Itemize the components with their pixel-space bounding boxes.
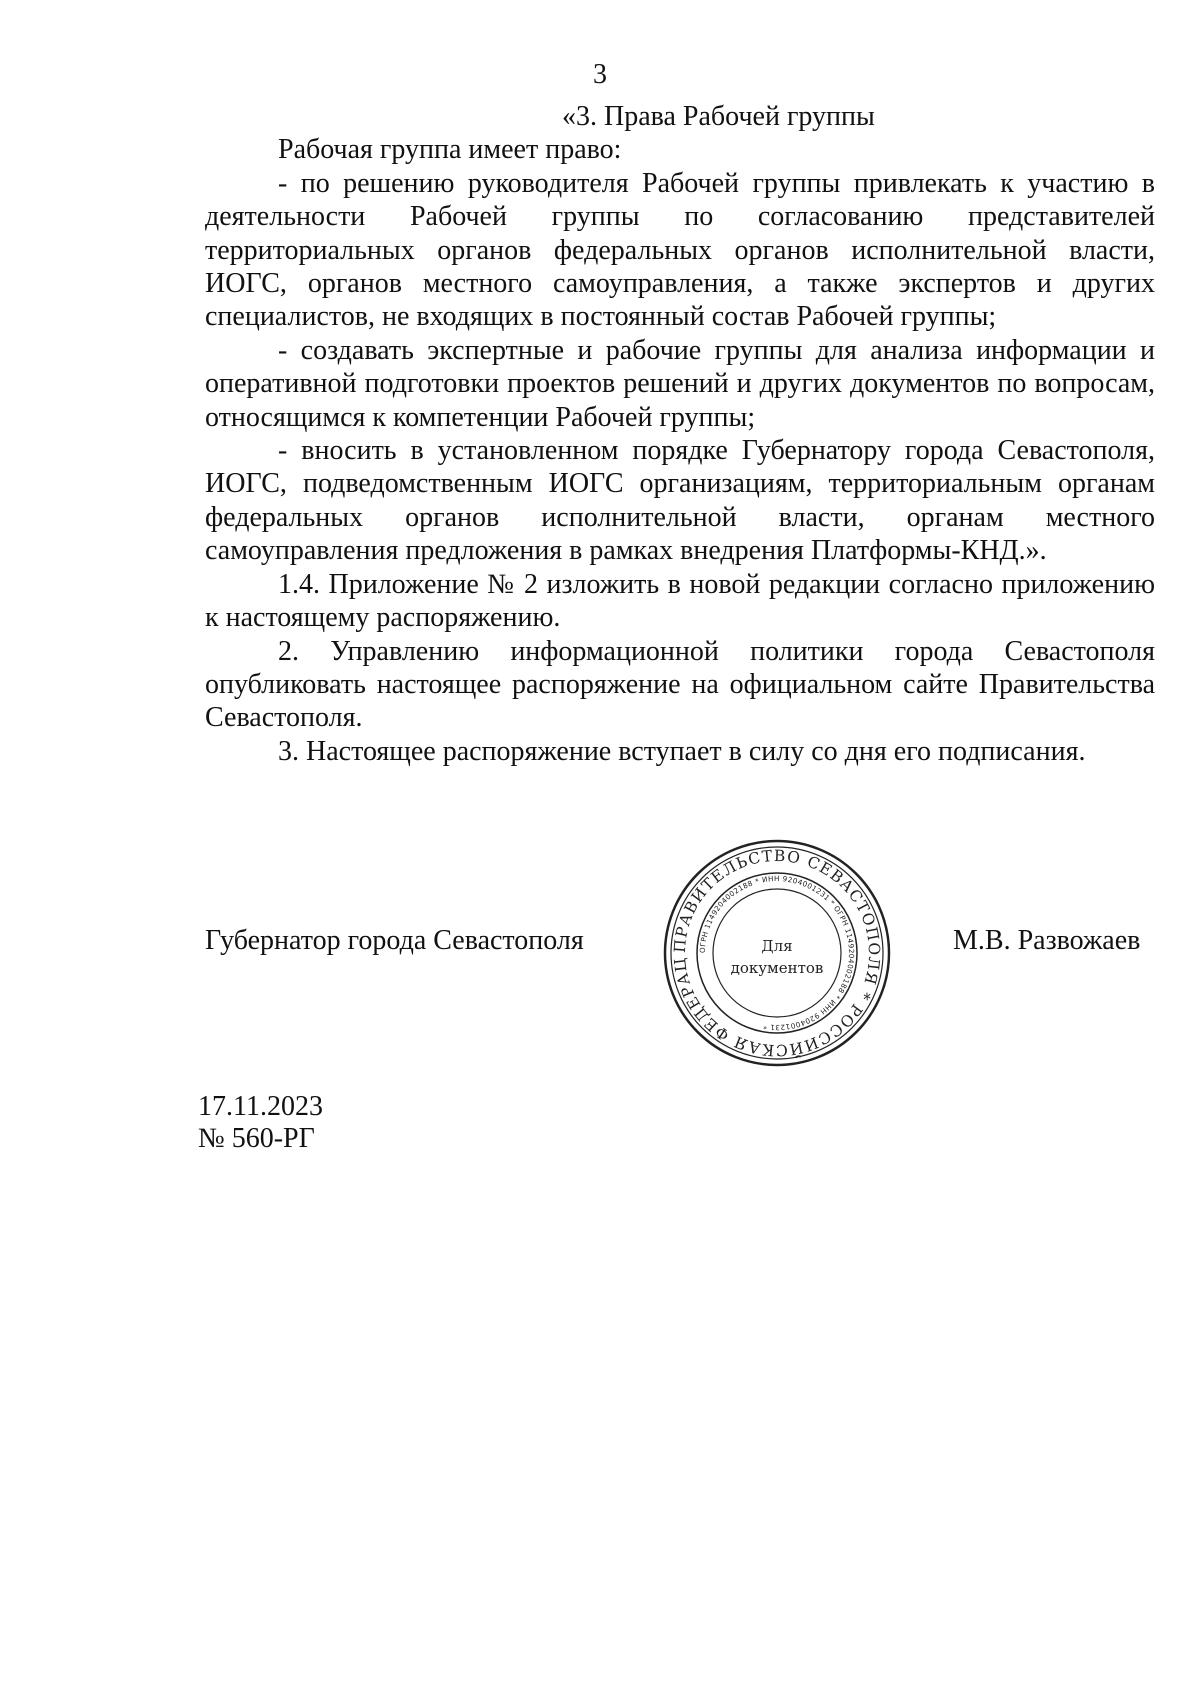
svg-text:ОГРН 1149204002188 * ИНН 92040 [698,874,856,1032]
paragraph-right-2: - создавать экспертные и рабочие группы для анализа информации и оперативной подготовки проектов решений и других документов по вопросам, относящимся к компетенции Рабочей группы; [205,334,1155,433]
seal-center-line-1: Для [761,937,793,955]
document-date: 17.11.2023 [198,1091,323,1122]
signatory-name: М.В. Развожаев [953,925,1141,956]
svg-text:ПРАВИТЕЛЬСТВО СЕВАСТОПОЛЯ * РО [661,837,883,1059]
page-number: 3 [593,59,607,90]
document-body [205,100,1155,768]
paragraph-right-3: - вносить в установленном порядке Губернатору города Севастополя, ИОГС, подведомственным ИОГС организациям, территориальным органам федеральных органов исполнительной власти, органам местного самоуправления предложения в рамках внедрения Платформы-КНД.». [205,435,1155,567]
seal-inner-text: ОГРН 1149204002188 * ИНН 9204001231 * ОГРН 1149204002188 * ИНН 9204001231 * [697,873,857,1033]
paragraph-clause-3: 3. Настоящее распоряжение вступает в силу со дня его подписания. [278,735,1086,767]
seal-center-line-2: документов [730,959,824,977]
paragraph-intro: Рабочая группа имеет право: [278,134,622,166]
paragraph-right-1: - по решению руководителя Рабочей группы привлекать к участию в деятельности Рабочей группы по согласованию представителей территориальных органов федеральных органов исполнительной власти, ИОГС, органов местного самоуправления, а также экспертов и других специалистов, не входящих в постоянный состав Рабочей группы; [205,167,1155,333]
document-number: № 560-РГ [198,1123,315,1154]
signatory-title: Губернатор города Севастополя [205,925,584,956]
seal-outer-text: ПРАВИТЕЛЬСТВО СЕВАСТОПОЛЯ * РОССИЙСКАЯ ФЕДЕРАЦ [670,846,884,1060]
section-heading: «3. Права Рабочей группы [562,101,875,132]
official-seal [661,837,893,1069]
paragraph-clause-2: 2. Управлению информационной политики города Севастополя опубликовать настоящее распоряжение на официальном сайте Правительства Севастополя. [205,635,1155,734]
paragraph-clause-1-4: 1.4. Приложение № 2 изложить в новой редакции согласно приложению к настоящему распоряжению. [205,568,1155,634]
